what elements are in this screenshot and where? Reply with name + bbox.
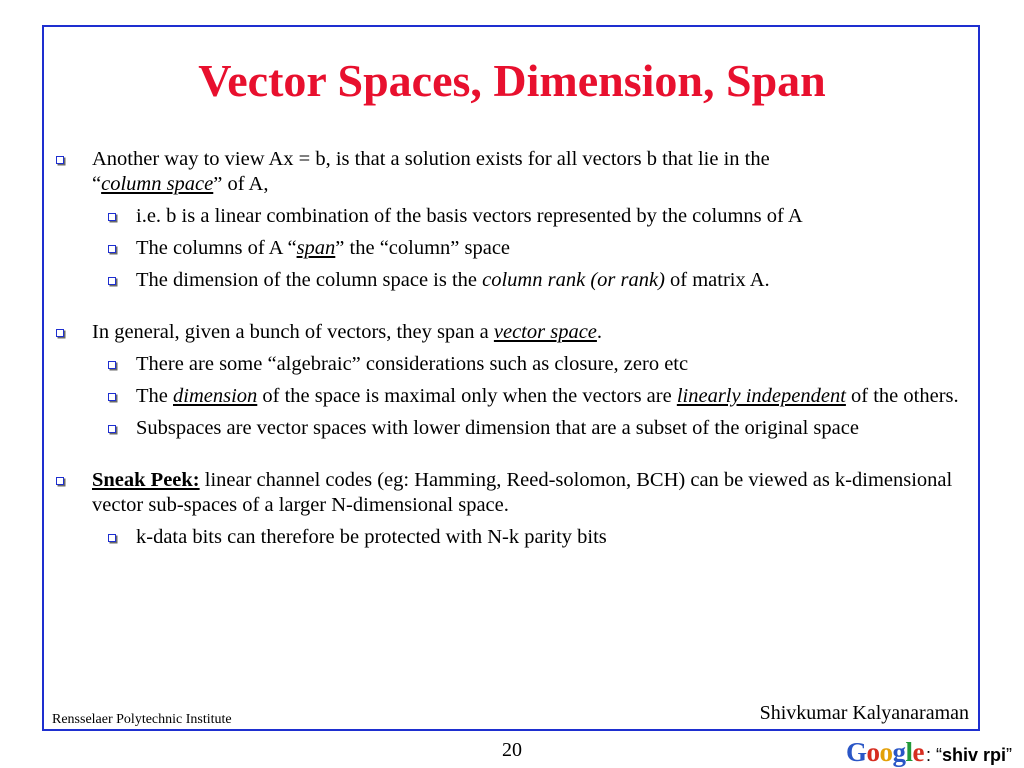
bullet-text: k-data bits can therefore be protected with N-k parity bits — [136, 526, 607, 548]
query-suffix: ” — [1006, 745, 1012, 765]
slide-content — [52, 147, 962, 550]
slide-title: Vector Spaces, Dimension, Span — [198, 55, 826, 106]
square-bullet-icon — [108, 213, 116, 221]
bullet-text: The columns of A “ — [136, 237, 297, 259]
google-logo: Google — [845, 737, 924, 767]
sub-bullet-span — [52, 236, 962, 261]
bullet-text: linear channel codes (eg: Hamming, Reed-solomon, BCH) can be viewed as k-dimensional vector sub-spaces of a larger N-dimensional space. — [92, 469, 953, 516]
square-bullet-icon — [108, 361, 116, 369]
bullet-text-end: ” of A, — [213, 173, 269, 195]
sneak-peek-label: Sneak Peek: — [92, 469, 200, 491]
sub-bullet-algebraic — [52, 352, 962, 377]
square-bullet-icon — [56, 477, 64, 485]
emphasis-vector-space: vector space — [493, 321, 597, 343]
sub-bullet-parity-bits — [52, 525, 962, 550]
bullet-vector-space — [52, 320, 962, 345]
sub-bullet-dimension — [52, 384, 962, 409]
bullet-text: Another way to view Ax = b, is that a solution exists for all vectors b that lie in the — [92, 148, 770, 170]
bullet-column-space — [52, 147, 962, 197]
google-search-tag — [846, 737, 1012, 768]
bullet-text-end: . — [596, 321, 603, 343]
emphasis-column-space: column space — [101, 173, 214, 195]
open-quote: “ — [92, 173, 102, 195]
sub-bullet-subspaces — [52, 416, 962, 441]
bullet-text-end: of matrix A. — [664, 269, 770, 291]
google-query — [926, 745, 1012, 766]
bullet-sneak-peek — [52, 468, 962, 518]
sub-bullet-linear-combination — [52, 204, 962, 229]
footer-author: Shivkumar Kalyanaraman — [759, 702, 969, 724]
emphasis-dimension: dimension — [173, 385, 258, 407]
square-bullet-icon — [108, 245, 116, 253]
bullet-text: There are some “algebraic” considerations such as closure, zero etc — [136, 353, 689, 375]
query-prefix: : “ — [925, 745, 942, 765]
square-bullet-icon — [56, 156, 64, 164]
page-number: 20 — [502, 739, 522, 761]
sub-bullet-column-rank — [52, 268, 962, 293]
bullet-text: The — [136, 385, 173, 407]
emphasis-linearly-independent: linearly independent — [676, 385, 846, 407]
bullet-text: i.e. b is a linear combination of the basis vectors represented by the columns of A — [136, 205, 803, 227]
square-bullet-icon — [108, 534, 116, 542]
bullet-text-mid: of the space is maximal only when the vectors are — [257, 385, 677, 407]
footer-institution: Rensselaer Polytechnic Institute — [52, 712, 232, 727]
emphasis-column-rank: column rank (or rank) — [482, 269, 665, 291]
bullet-text: In general, given a bunch of vectors, they span a — [92, 321, 494, 343]
bullet-text: Subspaces are vector spaces with lower dimension that are a subset of the original space — [136, 417, 859, 439]
square-bullet-icon — [108, 425, 116, 433]
bullet-text-end: ” the “column” space — [335, 237, 511, 259]
query-text: shiv rpi — [941, 745, 1006, 765]
bullet-text: The dimension of the column space is the — [136, 269, 483, 291]
square-bullet-icon — [56, 329, 64, 337]
square-bullet-icon — [108, 393, 116, 401]
square-bullet-icon — [108, 277, 116, 285]
emphasis-span: span — [296, 237, 336, 259]
bullet-text-end: of the others. — [845, 385, 959, 407]
